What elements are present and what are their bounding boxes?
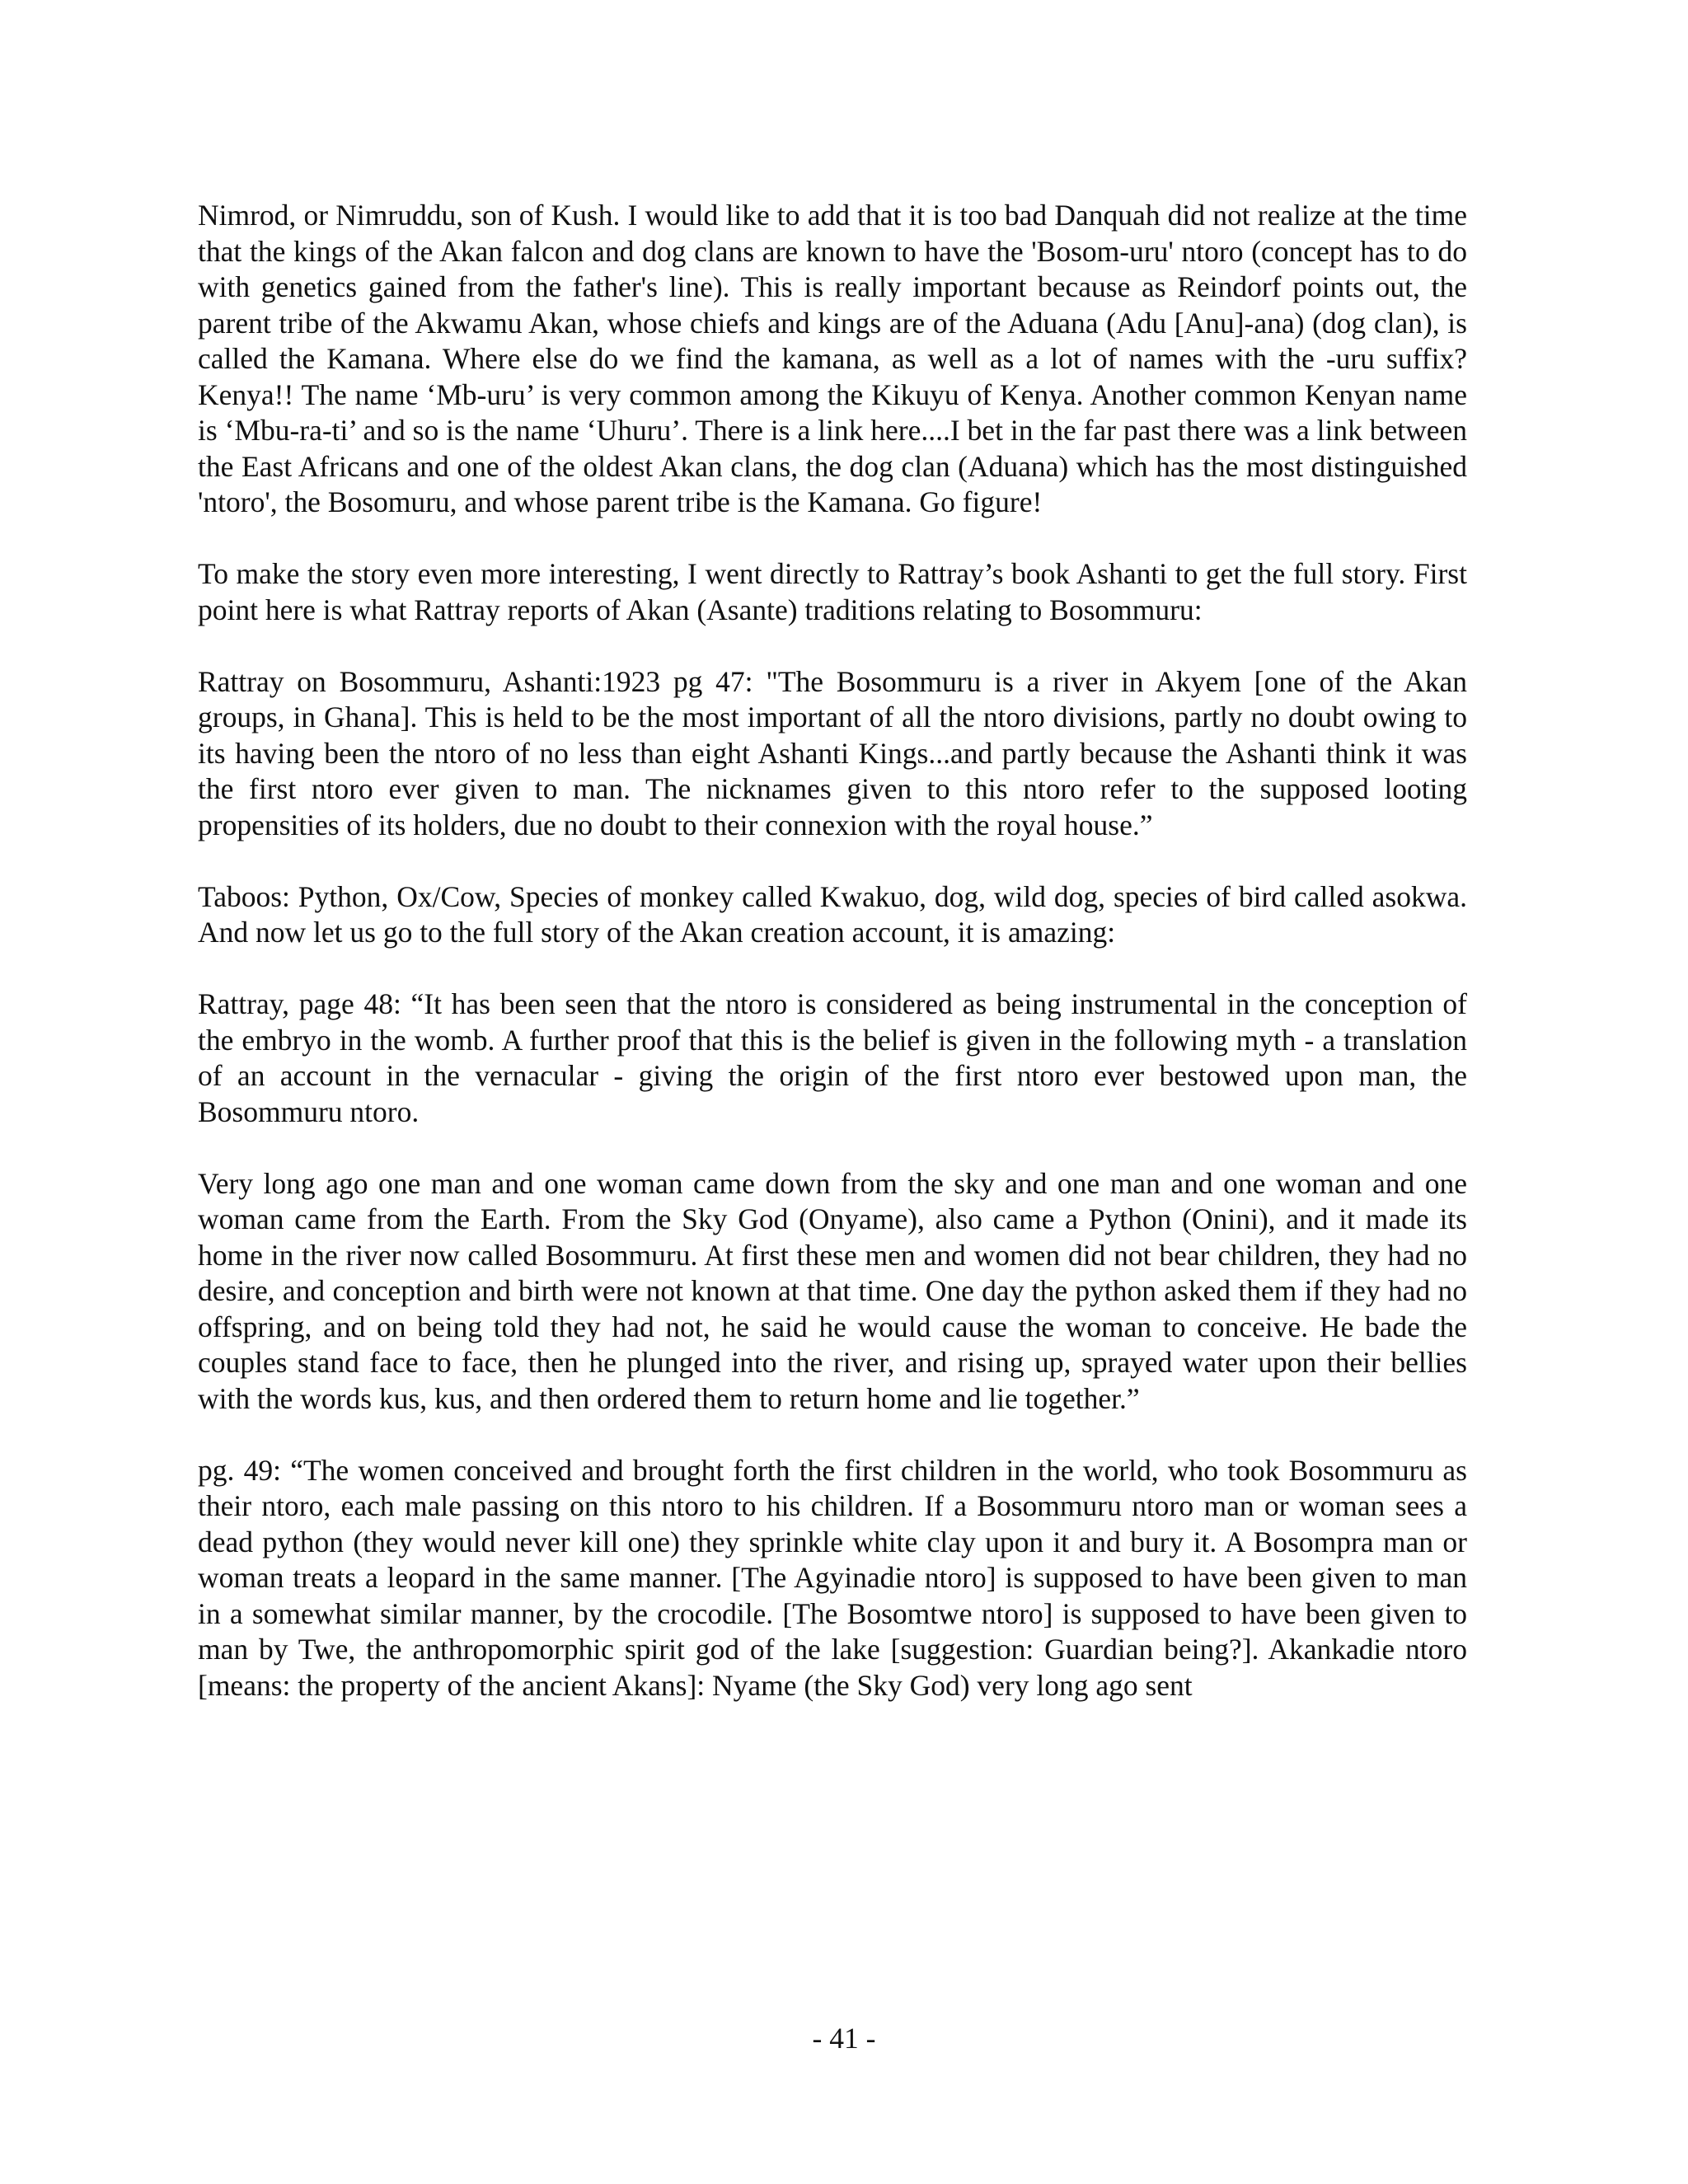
paragraph-7: pg. 49: “The women conceived and brought forth the first children in the world, who took Bosommuru as their ntoro, each male passing on this ntoro to his children. If a Bosommuru ntoro man or woman sees a dead python (they would never kill one) they sprinkle white clay upon it and bury it. A Bosompra man or woman treats a leopard in the same manner. [The Agyinadie ntoro] is supposed to have been given to man in a somewhat similar manner, by the crocodile. [The Bosomtwe ntoro] is supposed to have been given to man by Twe, the anthropomorphic spirit god of the lake [suggestion: Guardian being?]. Akankadie ntoro [means: the property of the ancient Akans]: Nyame (the Sky God) very long ago sent [198, 1453, 1467, 1702]
paragraph-2: To make the story even more interesting, I went directly to Rattray’s book Ashanti to get the full story. First point here is what Rattray reports of Akan (Asante) traditions relating to Bosommuru: [198, 557, 1467, 626]
page-number: - 41 - [812, 2022, 876, 2055]
paragraph-6: Very long ago one man and one woman came down from the sky and one man and one woman and one woman came from the Earth. From the Sky God (Onyame), also came a Python (Onini), and it made its home in the river now called Bosommuru. At first these men and women did not bear children, they had no desire, and conception and birth were not known at that time. One day the python asked them if they had no offspring, and on being told they had not, he said he would cause the woman to conceive. He bade the couples stand face to face, then he plunged into the river, and rising up, sprayed water upon their bellies with the words kus, kus, and then ordered them to return home and lie together.” [198, 1166, 1467, 1415]
document-body [198, 198, 1467, 1740]
paragraph-3: Rattray on Bosommuru, Ashanti:1923 pg 47: "The Bosommuru is a river in Akyem [one of the Akan groups, in Ghana]. This is held to be the most important of all the ntoro divisions, partly no doubt owing to its having been the ntoro of no less than eight Ashanti Kings...and partly because the Ashanti think it was the first ntoro ever given to man. The nicknames given to this ntoro refer to the supposed looting propensities of its holders, due no doubt to their connexion with the royal house.” [198, 664, 1467, 841]
paragraph-1: Nimrod, or Nimruddu, son of Kush. I would like to add that it is too bad Danquah did not realize at the time that the kings of the Akan falcon and dog clans are known to have the 'Bosom-uru' ntoro (concept has to do with genetics gained from the father's line). This is really important because as Reindorf points out, the parent tribe of the Akwamu Akan, whose chiefs and kings are of the Aduana (Adu [Anu]-ana) (dog clan), is called the Kamana. Where else do we find the kamana, as well as a lot of names with the -uru suffix? Kenya!! The name ‘Mb-uru’ is very common among the Kikuyu of Kenya. Another common Kenyan name is ‘Mbu-ra-ti’ and so is the name ‘Uhuru’. There is a link here....I bet in the far past there was a link between the East Africans and one of the oldest Akan clans, the dog clan (Aduana) which has the most distinguished 'ntoro', the Bosomuru, and whose parent tribe is the Kamana. Go figure! [198, 199, 1467, 518]
paragraph-5: Rattray, page 48: “It has been seen that the ntoro is considered as being instrumental in the conception of the embryo in the womb. A further proof that this is the belief is given in the following myth - a translation of an account in the vernacular - giving the origin of the first ntoro ever bestowed upon man, the Bosommuru ntoro. [198, 987, 1467, 1128]
paragraph-4: Taboos: Python, Ox/Cow, Species of monkey called Kwakuo, dog, wild dog, species of bird called asokwa. And now let us go to the full story of the Akan creation account, it is amazing: [198, 879, 1467, 949]
